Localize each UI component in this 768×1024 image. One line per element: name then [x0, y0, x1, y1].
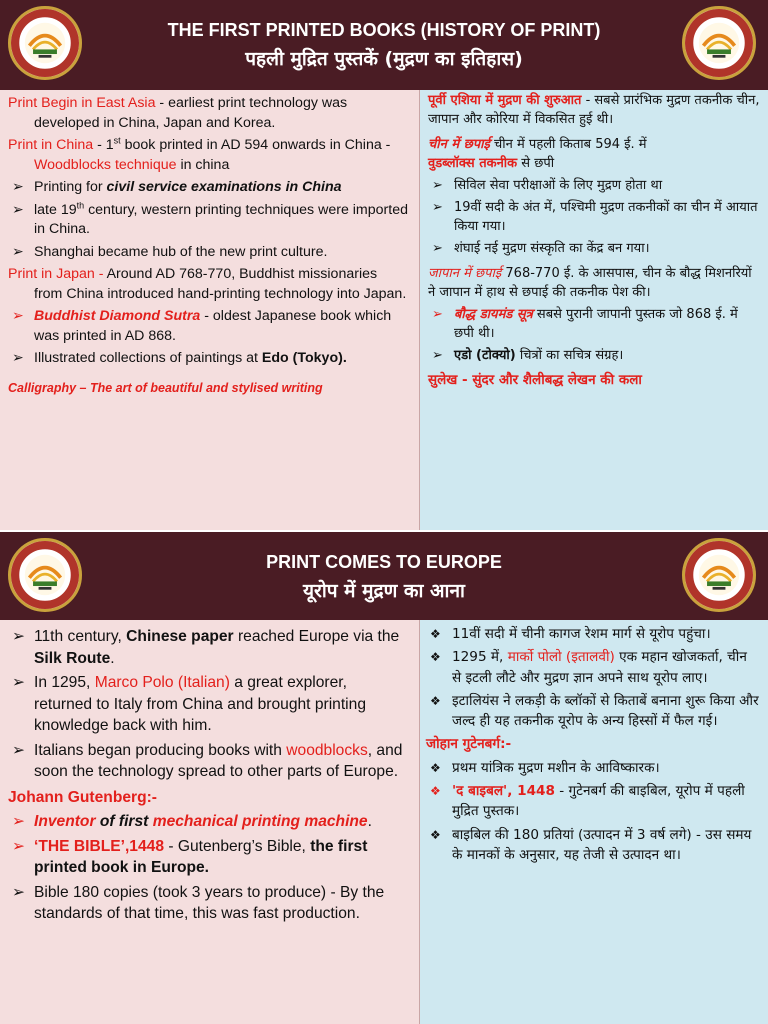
hi-diamond-sutra-heading: बौद्ध डायमंड सूत्र — [454, 307, 533, 322]
bible-emphasis: the first printed book in Europe. — [34, 837, 368, 876]
hi-western-bullet: ➢ 19वीं सदी के अंत में, पश्चिमी मुद्रण तकनीकों का चीन में आयात किया गया। — [428, 198, 760, 236]
hi-marco-polo-text-b: एक महान खोजकर्ता, चीन से इटली लौटे और मुद्रण ज्ञान अपने साथ यूरोप लाए। — [452, 649, 747, 686]
hi-east-asia-text: - सबसे प्रारंभिक मुद्रण तकनीक चीन, जापान और कोरिया में विकसित हुई थी। — [428, 93, 760, 127]
civil-service-bullet — [8, 178, 409, 198]
hi-bible-text: - गुटेनबर्ग की बाइबिल, यूरोप में पहली मुद्रित पुस्तक। — [452, 783, 745, 820]
japan-paragraph — [8, 265, 409, 304]
chinese-paper-text-a: 11th century, — [34, 628, 127, 645]
section1-hindi-panel — [420, 90, 768, 530]
marco-polo-text-b: a great explorer, returned to Italy from China and brought printing knowledge back with him. — [34, 674, 366, 734]
section1-title-hi: पहली मुद्रित पुस्तकें (मुद्रण का इतिहास) — [245, 48, 523, 70]
china-text-c: in china — [176, 156, 230, 173]
kvs-emblem-icon — [11, 541, 79, 609]
italians-bullet — [8, 740, 407, 783]
kvs-logo-right-1 — [682, 6, 756, 80]
east-asia-text: - earliest print technology was developed in China, Japan and Korea. — [34, 95, 348, 131]
kvs-emblem-icon — [11, 9, 79, 77]
section2-header — [0, 532, 768, 620]
section2-title-hi: यूरोप में मुद्रण का आना — [303, 580, 465, 602]
china-text-a: - 1 — [93, 137, 114, 153]
kvs-emblem-icon — [685, 541, 753, 609]
diamond-sutra-bullet — [8, 307, 409, 346]
bible-highlight: ‘THE BIBLE’,1448 — [34, 837, 164, 855]
hi-inventor-bullet: ❖ प्रथम यांत्रिक मुद्रण मशीन के आविष्कारक। — [426, 758, 760, 778]
italians-text-a: Italians began producing books with — [34, 741, 287, 759]
hi-gutenberg-heading: जोहान गुटेनबर्ग:- — [426, 736, 512, 753]
shanghai-bullet: ➢ Shanghai became hub of the new print culture. — [8, 243, 409, 263]
diamond-sutra-heading: Buddhist Diamond Sutra — [34, 308, 201, 324]
hi-chinese-paper-bullet: ❖ 11वीं सदी में चीनी कागज रेशम मार्ग से यूरोप पहुंचा। — [426, 624, 760, 644]
section1-title-en: THE FIRST PRINTED BOOKS (HISTORY OF PRINT) — [167, 20, 601, 40]
inventor-bullet — [8, 811, 407, 833]
chinese-paper-bullet — [8, 626, 407, 669]
gutenberg-heading: Johann Gutenberg:- — [8, 788, 158, 806]
china-heading: Print in China — [8, 137, 94, 153]
east-asia-paragraph — [8, 94, 409, 133]
china-sup: st — [113, 135, 121, 146]
japan-heading: Print in Japan - — [8, 266, 104, 282]
machine-highlight: mechanical printing machine — [152, 813, 368, 830]
hi-edo-bullet — [428, 346, 760, 365]
chinese-paper-emphasis: Chinese paper — [126, 628, 234, 645]
hi-china-end: से छपी — [517, 156, 555, 171]
silk-route-emphasis: Silk Route — [34, 649, 111, 667]
calligraphy-note: Calligraphy – The art of beautiful and stylised writing — [8, 380, 323, 395]
section2-hindi-panel — [420, 620, 768, 1024]
bible-bullet — [8, 836, 407, 879]
western-techniques-bullet — [8, 201, 409, 240]
section2-english-panel — [0, 620, 420, 1024]
hi-bible-highlight: 'द बाइबल', 1448 — [452, 783, 555, 800]
hi-china-paragraph — [428, 135, 760, 173]
hi-diamond-sutra-text: सबसे पुरानी जापानी पुस्तक जो 868 ई. में छपी थी। — [454, 307, 738, 341]
woodblocks-highlight: Woodblocks technique — [34, 156, 177, 173]
edo-text: Illustrated collections of paintings at — [34, 350, 262, 366]
hi-edo-text: चित्रों का सचित्र संग्रह। — [515, 348, 624, 363]
inventor-end: . — [367, 813, 372, 830]
kvs-emblem-icon — [685, 9, 753, 77]
china-paragraph — [8, 136, 409, 175]
bible-text: - Gutenberg’s Bible, — [164, 837, 311, 855]
hi-east-asia-paragraph — [428, 91, 760, 129]
western-sup: th — [76, 199, 85, 210]
hi-woodblocks-highlight: वुडब्लॉक्स तकनीक — [428, 156, 518, 171]
civil-service-emphasis: civil service examinations in China — [106, 179, 342, 195]
hi-civil-service-bullet: ➢ सिविल सेवा परीक्षाओं के लिए मुद्रण होता था — [428, 176, 760, 195]
diamond-sutra-text: - oldest Japanese book which was printed in AD 868. — [34, 308, 392, 344]
hi-diamond-sutra-bullet — [428, 305, 760, 343]
edo-bullet — [8, 349, 409, 369]
section1-header — [0, 0, 768, 90]
hi-edo-heading: एडो (टोक्यो) — [454, 348, 516, 363]
marco-polo-bullet — [8, 672, 407, 737]
chinese-paper-text-b: reached Europe via the — [233, 628, 400, 645]
japan-text: Around AD 768-770, Buddhist missionaries from China introduced hand-printing technology into Japan. — [34, 266, 407, 302]
marco-polo-text-a: In 1295, — [34, 674, 95, 691]
inventor-text: of first — [95, 813, 153, 830]
china-text-b: book printed in AD 594 onwards in China - — [120, 137, 391, 153]
hi-marco-polo-bullet — [426, 647, 760, 688]
italians-text-b: , and soon the technology spread to other parts of Europe. — [34, 741, 403, 780]
marco-polo-highlight: Marco Polo (Italian) — [94, 674, 230, 691]
hi-marco-polo-text-a: 1295 में, — [452, 649, 508, 666]
hi-east-asia-heading: पूर्वी एशिया में मुद्रण की शुरुआत — [428, 93, 582, 108]
hi-calligraphy-note: सुलेख - सुंदर और शैलीबद्ध लेखन की कला — [428, 372, 642, 388]
section2-title-en: PRINT COMES TO EUROPE — [266, 552, 502, 572]
edo-emphasis: Edo (Tokyo). — [261, 350, 347, 366]
hi-bible-bullet — [426, 781, 760, 822]
hi-shanghai-bullet: ➢ शंघाई नई मुद्रण संस्कृति का केंद्र बन गया। — [428, 239, 760, 258]
western-text-a: late 19 — [34, 201, 77, 218]
hi-italians-bullet: ❖ इटालियंस ने लकड़ी के ब्लॉकों से किताबें बनाना शुरू किया और जल्द ही यह तकनीक यूरोप के अन्य हिस्सों में फैल गई। — [426, 691, 760, 732]
hi-japan-heading: जापान में छपाई — [428, 266, 502, 281]
hi-japan-paragraph — [428, 264, 760, 302]
hi-marco-polo-highlight: मार्को पोलो (इतालवी) — [507, 649, 615, 666]
kvs-logo-left-2 — [8, 538, 82, 612]
kvs-logo-right-2 — [682, 538, 756, 612]
western-text-b: century, western printing techniques were imported in China. — [34, 201, 408, 237]
woodblocks-highlight-2: woodblocks — [286, 741, 368, 759]
inventor-highlight: Inventor — [34, 813, 96, 830]
hi-japan-text: 768-770 ई. के आसपास, चीन के बौद्ध मिशनरियों ने जापान में हाथ से छपाई की तकनीक पेश की। — [428, 266, 752, 300]
bible-copies-bullet: ➢ Bible 180 copies (took 3 years to produce) - By the standards of that time, this was fast production. — [8, 882, 407, 925]
hi-china-heading: चीन में छपाई — [428, 137, 490, 152]
civil-service-text: Printing for — [34, 179, 107, 195]
kvs-logo-left-1 — [8, 6, 82, 80]
hi-china-text: चीन में पहली किताब 594 ई. में — [489, 137, 647, 152]
hi-bible-copies-bullet: ❖ बाइबिल की 180 प्रतियां (उत्पादन में 3 वर्ष लगे) - उस समय के मानकों के अनुसार, यह तेजी से उत्पादन था। — [426, 825, 760, 866]
east-asia-heading: Print Begin in East Asia — [8, 95, 156, 111]
chinese-paper-text-c: . — [110, 649, 115, 667]
section1-english-panel — [0, 90, 420, 530]
